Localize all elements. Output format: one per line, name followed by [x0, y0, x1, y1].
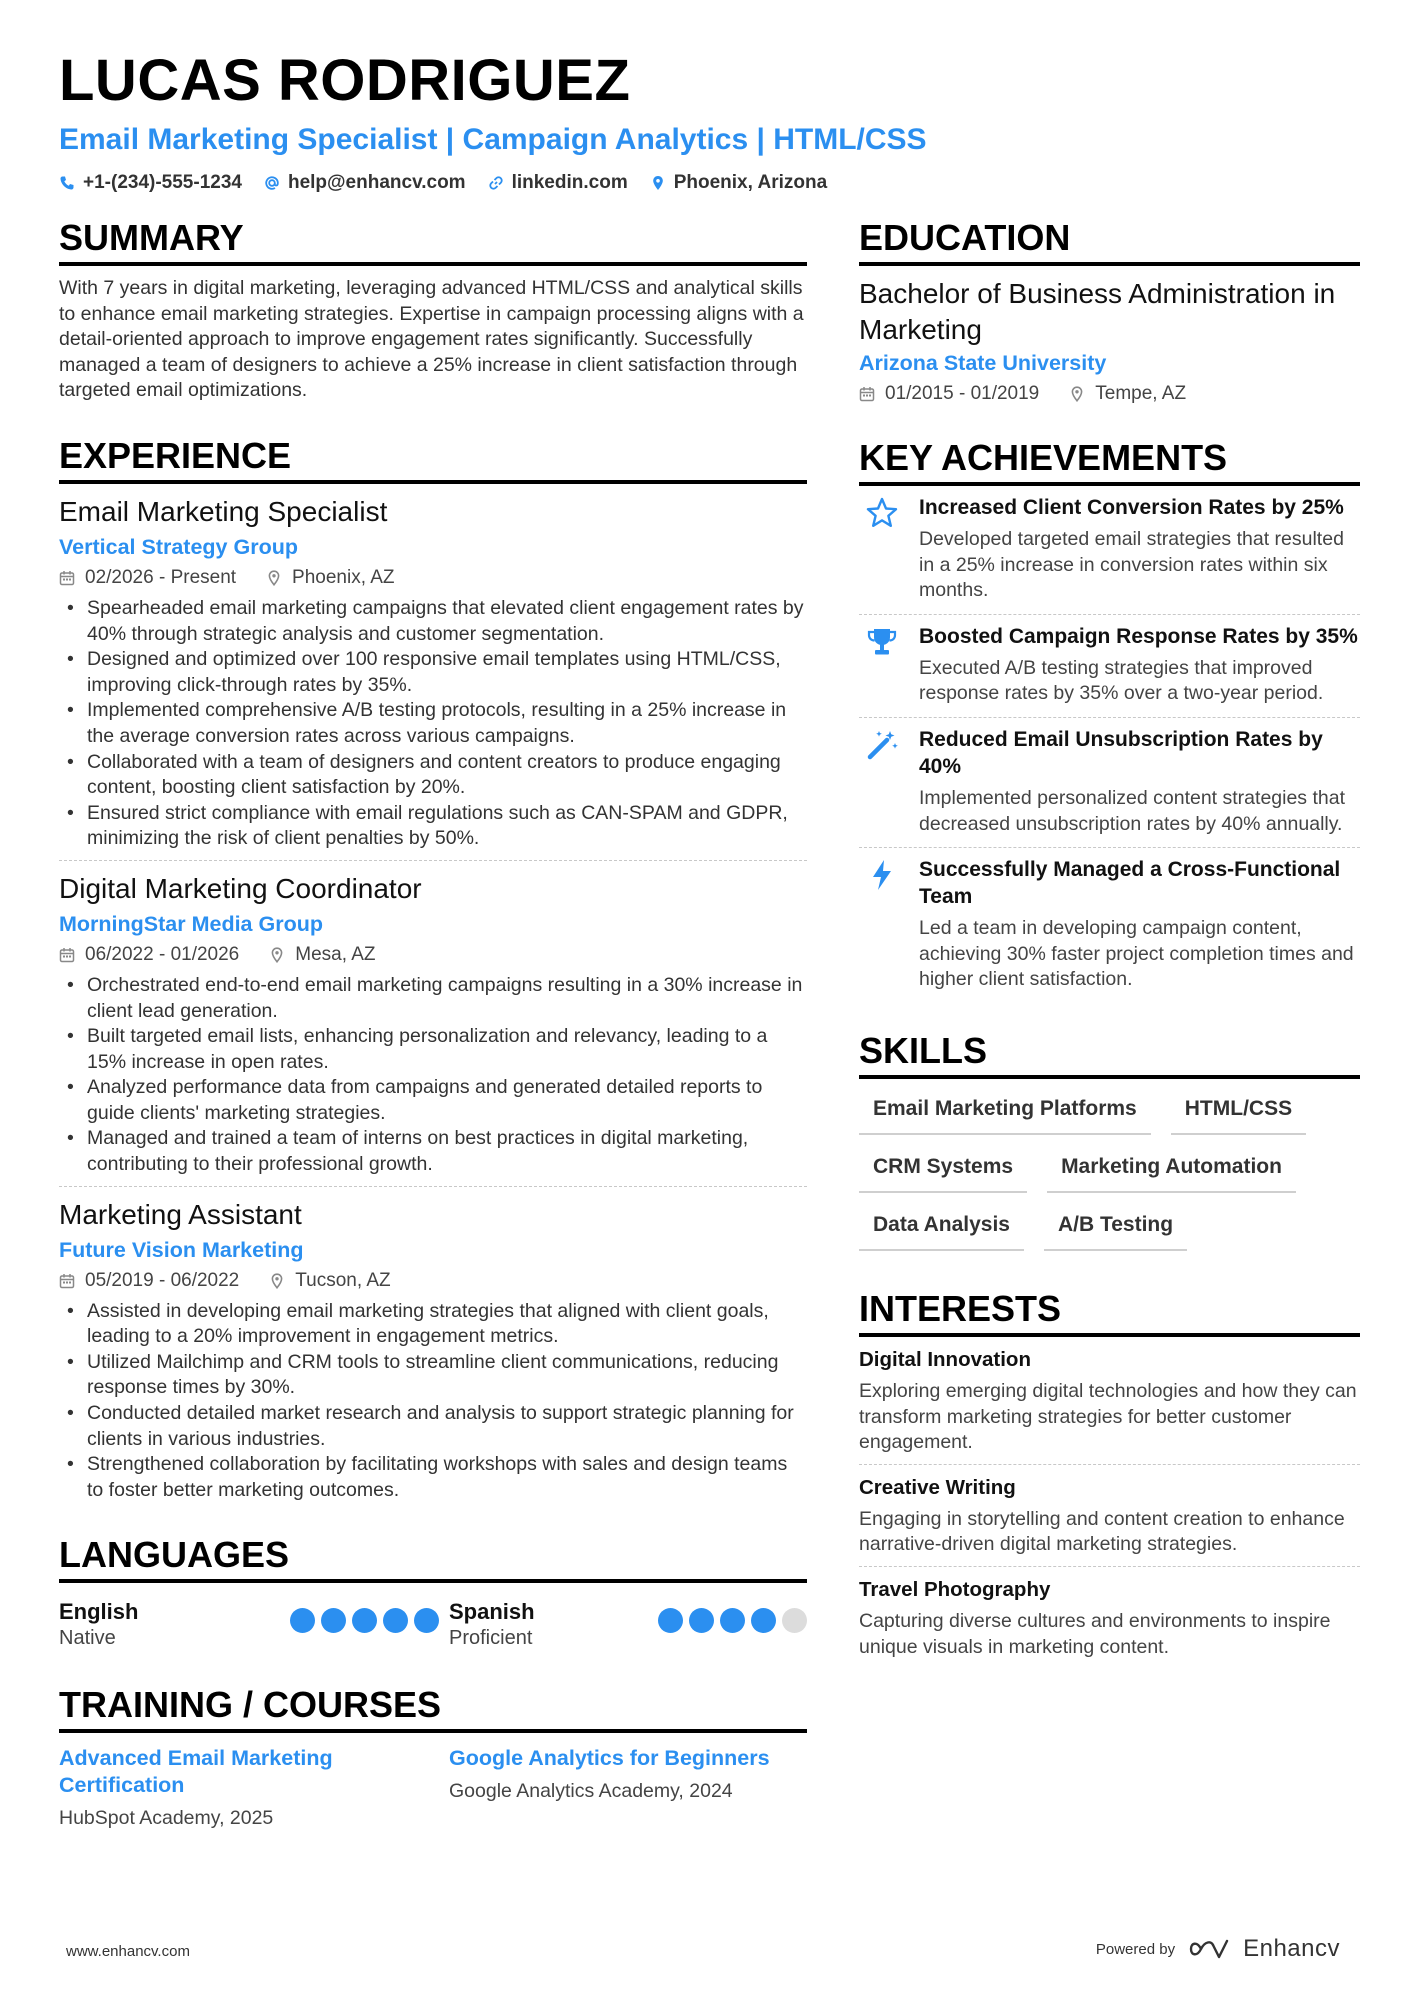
rating-dot-filled — [658, 1608, 683, 1633]
calendar-icon — [859, 386, 875, 402]
languages-section — [59, 1533, 807, 1651]
link-icon — [488, 175, 504, 191]
experience-section — [59, 434, 807, 1511]
course-org: HubSpot Academy, 2025 — [59, 1807, 274, 1830]
languages-heading: LANGUAGES — [59, 1533, 807, 1583]
job-bullet: • Conducted detailed market research and analysis to support strategic planning for clients in various industries. — [59, 1401, 807, 1452]
contact-phone[interactable] — [59, 172, 242, 194]
right-column — [859, 216, 1360, 1668]
trophy-icon — [859, 623, 905, 707]
language-name: Spanish — [449, 1599, 535, 1625]
contact-email[interactable] — [264, 172, 466, 194]
enhancv-logo[interactable] — [1189, 1935, 1340, 1963]
job-role: Email Marketing Specialist — [59, 495, 388, 527]
language-level: Native — [59, 1627, 116, 1650]
job-company: Vertical Strategy Group — [59, 534, 298, 559]
job-bullet: • Managed and trained a team of interns on best practices in digital marketing, contributing to their professional growth. — [59, 1126, 807, 1177]
brand-name: Enhancv — [1243, 1935, 1340, 1962]
language-item — [449, 1599, 807, 1651]
education-school: Arizona State University — [859, 351, 1107, 375]
achievement-title: Boosted Campaign Response Rates by 35% — [919, 624, 1358, 648]
job-dates-text: 06/2022 - 01/2026 — [85, 943, 240, 965]
interests-section — [859, 1287, 1360, 1668]
interest-desc: Capturing diverse cultures and environments to inspire unique visuals in marketing content. — [859, 1609, 1331, 1658]
job-location — [269, 1269, 390, 1293]
at-icon — [264, 175, 280, 191]
rating-dot-filled — [720, 1608, 745, 1633]
location-text: Phoenix, Arizona — [673, 172, 828, 193]
job-bullets — [59, 596, 807, 852]
interest-item — [859, 1465, 1360, 1567]
left-column — [59, 216, 807, 1831]
map-pin-icon — [1069, 386, 1085, 402]
footer-branding — [1096, 1935, 1340, 1963]
star-icon — [859, 494, 905, 604]
summary-text: With 7 years in digital marketing, leveraging advanced HTML/CSS and analytical skills to enhance email marketing strategies. Expertise in campaign processing aligns with a detail-oriented approach to improve engagement rates significantly. Successfully managed a team of designers to achieve a 25% increase in client satisfaction through targeted email optimizations. — [59, 277, 804, 402]
job-bullet: • Spearheaded email marketing campaigns that elevated client engagement rates by 40% through strategic analysis and customer segmentation. — [59, 596, 807, 647]
interest-desc: Exploring emerging digital technologies and how they can transform marketing strategies for better customer engagement. — [859, 1379, 1357, 1454]
interests-heading: INTERESTS — [859, 1287, 1360, 1337]
phone-icon — [59, 175, 75, 191]
job-bullet: • Designed and optimized over 100 responsive email templates using HTML/CSS, improving click-through rates by 35%. — [59, 647, 807, 698]
map-pin-icon — [269, 947, 285, 963]
course-name: Advanced Email Marketing Certification — [59, 1746, 333, 1798]
skill-tag: CRM Systems — [859, 1143, 1027, 1193]
calendar-icon — [59, 947, 75, 963]
education-meta — [859, 382, 1360, 406]
achievement-title: Increased Client Conversion Rates by 25% — [919, 496, 1344, 519]
achievement-desc: Led a team in developing campaign content, achieving 30% faster project completion times and higher client satisfaction. — [919, 917, 1354, 991]
experience-entry — [59, 1197, 807, 1512]
achievement-item — [859, 486, 1360, 615]
job-bullet: • Orchestrated end-to-end email marketing campaigns resulting in a 30% increase in client lead generation. — [59, 973, 807, 1024]
interest-title: Digital Innovation — [859, 1347, 1031, 1371]
education-dates-text: 01/2015 - 01/2019 — [885, 383, 1040, 404]
skills-section — [859, 1029, 1360, 1259]
summary-section — [59, 216, 807, 404]
phone-text: +1-(234)-555-1234 — [83, 172, 242, 193]
job-dates — [59, 566, 236, 590]
achievement-item — [859, 848, 1360, 1003]
job-dates-text: 02/2026 - Present — [85, 566, 237, 588]
experience-entry — [59, 494, 807, 861]
rating-dot-filled — [414, 1608, 439, 1633]
job-location-text: Tucson, AZ — [295, 1269, 391, 1291]
job-bullets — [59, 973, 807, 1178]
language-name: English — [59, 1599, 139, 1625]
skill-tag: Data Analysis — [859, 1201, 1024, 1251]
course-item — [449, 1745, 807, 1831]
job-bullet: • Collaborated with a team of designers and content creators to produce engaging content, boosting client satisfaction by 20%. — [59, 750, 807, 801]
skill-tag: A/B Testing — [1044, 1201, 1187, 1251]
calendar-icon — [59, 570, 75, 586]
job-role: Digital Marketing Coordinator — [59, 872, 422, 904]
courses-list — [59, 1745, 807, 1831]
achievements-section — [859, 436, 1360, 1003]
achievement-desc: Developed targeted email strategies that resulted in a 25% increase in conversion rates within six months. — [919, 528, 1344, 602]
job-bullet: • Ensured strict compliance with email regulations such as CAN-SPAM and GDPR, minimizing the risk of client penalties by 50%. — [59, 801, 807, 852]
contact-location — [650, 172, 827, 194]
achievement-desc: Implemented personalized content strategies that decreased unsubscription rates by 40% annually. — [919, 786, 1346, 835]
interest-item — [859, 1337, 1360, 1465]
magic-wand-icon — [859, 726, 905, 837]
skills-heading: SKILLS — [859, 1029, 1360, 1079]
email-text: help@enhancv.com — [287, 172, 466, 193]
job-bullet: • Built targeted email lists, enhancing personalization and relevancy, leading to a 15% increase in open rates. — [59, 1024, 807, 1075]
powered-by-text: Powered by — [1095, 1940, 1176, 1958]
language-rating — [290, 1607, 439, 1633]
course-org: Google Analytics Academy, 2024 — [449, 1780, 733, 1803]
language-level: Proficient — [449, 1627, 533, 1650]
achievement-item — [859, 615, 1360, 718]
footer-website[interactable]: www.enhancv.com — [66, 1943, 190, 1960]
job-meta — [59, 1269, 807, 1293]
achievements-heading: KEY ACHIEVEMENTS — [859, 436, 1360, 486]
job-bullet: • Implemented comprehensive A/B testing protocols, resulting in a 25% increase in the average conversion rates across various campaigns. — [59, 698, 807, 749]
experience-heading: EXPERIENCE — [59, 434, 807, 484]
job-bullet: • Strengthened collaboration by facilitating workshops with sales and design teams to foster better marketing outcomes. — [59, 1452, 807, 1503]
achievement-item — [859, 718, 1360, 848]
rating-dot-filled — [383, 1608, 408, 1633]
job-meta — [59, 566, 807, 590]
language-rating — [658, 1607, 807, 1633]
contact-linkedin[interactable] — [488, 172, 628, 194]
education-location — [1069, 382, 1186, 406]
job-dates — [59, 1269, 239, 1293]
interest-item — [859, 1567, 1360, 1668]
achievement-title: Reduced Email Unsubscription Rates by 40% — [919, 727, 1323, 778]
skill-tag: Email Marketing Platforms — [859, 1085, 1151, 1135]
rating-dot-filled — [751, 1608, 776, 1633]
experience-entry — [59, 871, 807, 1187]
map-pin-icon — [650, 175, 666, 191]
resume-header — [59, 46, 1359, 194]
job-bullet: • Analyzed performance data from campaigns and generated detailed reports to guide clients' marketing strategies. — [59, 1075, 807, 1126]
achievement-title: Successfully Managed a Cross-Functional Team — [919, 858, 1341, 909]
achievement-desc: Executed A/B testing strategies that improved response rates by 35% over a two-year period. — [919, 656, 1324, 705]
job-location-text: Mesa, AZ — [295, 943, 376, 965]
calendar-icon — [59, 1273, 75, 1289]
lightning-icon — [859, 856, 905, 993]
enhancv-logo-icon — [1189, 1937, 1235, 1961]
job-dates-text: 05/2019 - 06/2022 — [85, 1269, 240, 1291]
interest-title: Creative Writing — [859, 1475, 1016, 1499]
job-location-text: Phoenix, AZ — [292, 566, 395, 588]
rating-dot-filled — [352, 1608, 377, 1633]
job-company: Future Vision Marketing — [59, 1237, 304, 1262]
skill-tag: HTML/CSS — [1171, 1085, 1306, 1135]
training-heading: TRAINING / COURSES — [59, 1683, 807, 1733]
job-bullets — [59, 1299, 807, 1504]
interest-title: Travel Photography — [859, 1577, 1051, 1601]
job-meta — [59, 943, 807, 967]
training-section — [59, 1683, 807, 1831]
contact-bar — [59, 172, 1359, 194]
education-dates — [859, 382, 1039, 406]
language-item — [59, 1599, 449, 1651]
candidate-name: LUCAS RODRIGUEZ — [59, 48, 631, 113]
job-role: Marketing Assistant — [59, 1198, 302, 1230]
education-degree: Bachelor of Business Administration in Marketing — [859, 278, 1336, 345]
map-pin-icon — [269, 1273, 285, 1289]
skill-tag: Marketing Automation — [1047, 1143, 1296, 1193]
course-item — [59, 1745, 449, 1831]
languages-list — [59, 1599, 807, 1651]
skills-list — [859, 1085, 1360, 1259]
job-location — [269, 943, 375, 967]
rating-dot-empty — [782, 1608, 807, 1633]
rating-dot-filled — [290, 1608, 315, 1633]
rating-dot-filled — [689, 1608, 714, 1633]
job-dates — [59, 943, 239, 967]
interest-desc: Engaging in storytelling and content creation to enhance narrative-driven digital marketing strategies. — [859, 1507, 1345, 1556]
education-section — [859, 216, 1360, 406]
course-name: Google Analytics for Beginners — [449, 1746, 770, 1771]
education-heading: EDUCATION — [859, 216, 1360, 266]
linkedin-text: linkedin.com — [511, 172, 628, 193]
rating-dot-filled — [321, 1608, 346, 1633]
education-location-text: Tempe, AZ — [1095, 383, 1187, 404]
job-company: MorningStar Media Group — [59, 911, 323, 936]
map-pin-icon — [266, 570, 282, 586]
candidate-title: Email Marketing Specialist | Campaign Analytics | HTML/CSS — [59, 123, 927, 156]
job-bullet: • Utilized Mailchimp and CRM tools to streamline client communications, reducing response times by 30%. — [59, 1350, 807, 1401]
job-location — [266, 566, 394, 590]
summary-heading: SUMMARY — [59, 216, 807, 266]
job-bullet: • Assisted in developing email marketing strategies that aligned with client goals, leading to a 20% improvement in engagement metrics. — [59, 1299, 807, 1350]
